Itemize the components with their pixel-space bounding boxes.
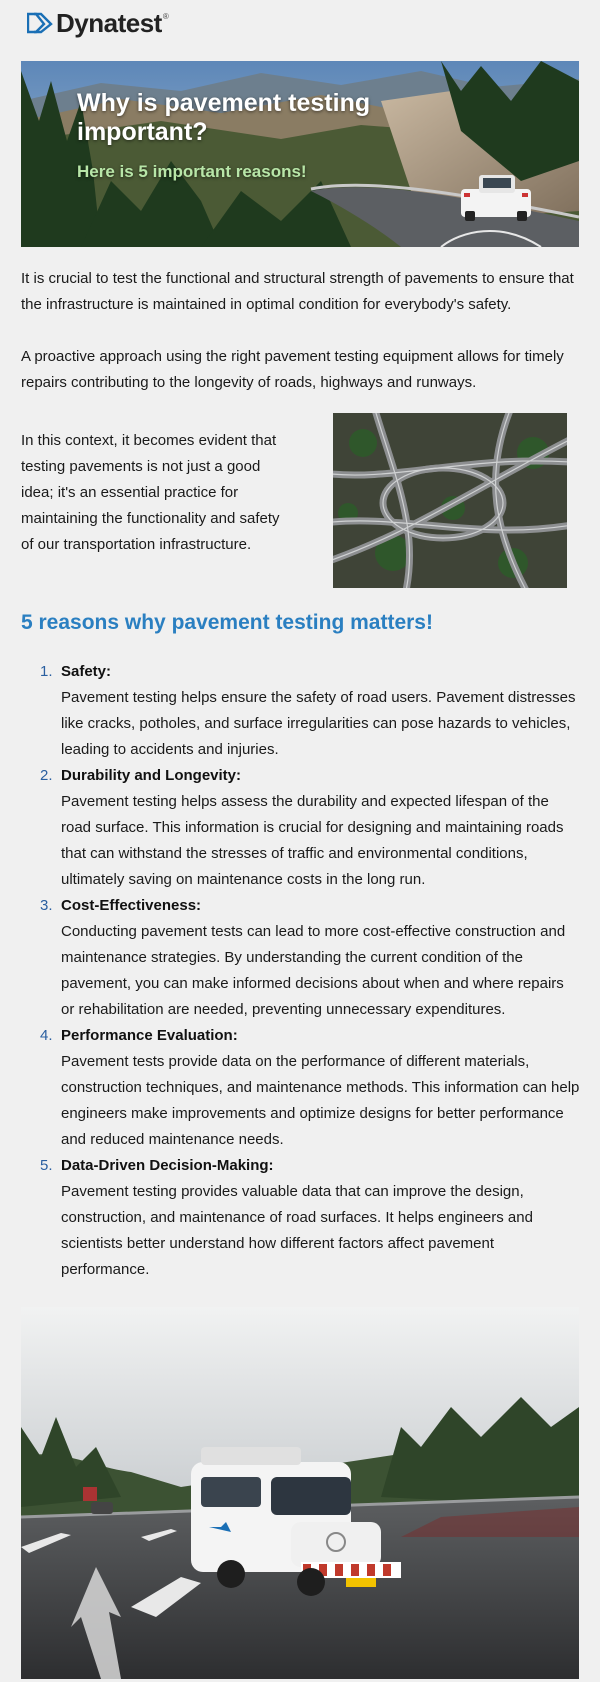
list-item (21, 659, 581, 763)
highway-interchange-image (333, 413, 567, 588)
reason-title: Durability and Longevity: (61, 767, 242, 784)
list-item (21, 1153, 581, 1283)
reason-title: Safety: (61, 663, 112, 680)
reason-body: Pavement testing provides valuable data that can improve the design, construction, and maintenance of road surfaces. It helps engineers and scientists better understand how different factors affect pavement performance. (61, 1183, 533, 1278)
intro-paragraph-3: In this context, it becomes evident that testing pavements is not just a good idea; it's an essential practice for maintaining the functionality and safety of our transportation infrastructure. (21, 432, 280, 553)
logo-wordmark: Dynatest (56, 7, 162, 38)
hero-title: Why is pavement testing important? (77, 89, 371, 146)
registered-mark: ® (162, 12, 169, 21)
testing-van-image[interactable] (21, 1307, 579, 1679)
reason-body: Pavement tests provide data on the performance of different materials, construction techniques, and maintenance methods. This information can help engineers make improvements and optimize designs for better performance and reduced maintenance needs. (61, 1053, 580, 1148)
hero-subtitle: Here is 5 important reasons! (77, 162, 307, 181)
dynatest-logo-icon (27, 12, 55, 34)
list-number: 2. (40, 767, 53, 784)
reason-title: Cost-Effectiveness: (61, 897, 202, 914)
dynatest-logo[interactable] (27, 8, 169, 38)
reason-body: Conducting pavement tests can lead to more cost-effective construction and maintenance strategies. By understanding the current condition of the pavement, you can make informed decisions about when and where repairs or rehabilitation are needed, preventing unnecessary expenditures. (61, 923, 566, 1018)
list-number: 3. (40, 897, 53, 914)
list-item (21, 763, 581, 893)
intro-paragraph-2: A proactive approach using the right pavement testing equipment allows for timely repairs contributing to the longevity of roads, highways and runways. (21, 348, 564, 391)
list-number: 1. (40, 663, 53, 680)
truck-far (83, 1487, 97, 1501)
reason-title: Data-Driven Decision-Making: (61, 1157, 274, 1174)
reason-body: Pavement testing helps assess the durability and expected lifespan of the road surface. This information is crucial for designing and maintaining roads that can withstand the stresses of traffic and environmental conditions, ultimately saving on maintenance costs in the long run. (61, 793, 564, 888)
car-far (91, 1502, 113, 1514)
hero-banner[interactable] (21, 61, 579, 247)
reason-body: Pavement testing helps ensure the safety of road users. Pavement distresses like cracks, potholes, and surface irregularities can pose hazards to vehicles, leading to accidents and injuries. (61, 689, 576, 758)
list-item (21, 1023, 581, 1153)
reasons-list (21, 659, 581, 1283)
list-number: 5. (40, 1157, 53, 1174)
list-item (21, 893, 581, 1023)
list-number: 4. (40, 1027, 53, 1044)
reason-title: Performance Evaluation: (61, 1027, 238, 1044)
section-title: 5 reasons why pavement testing matters! (21, 611, 433, 634)
intro-paragraph-1: It is crucial to test the functional and structural strength of pavements to ensure that the infrastructure is maintained in optimal condition for everybody's safety. (21, 270, 574, 313)
